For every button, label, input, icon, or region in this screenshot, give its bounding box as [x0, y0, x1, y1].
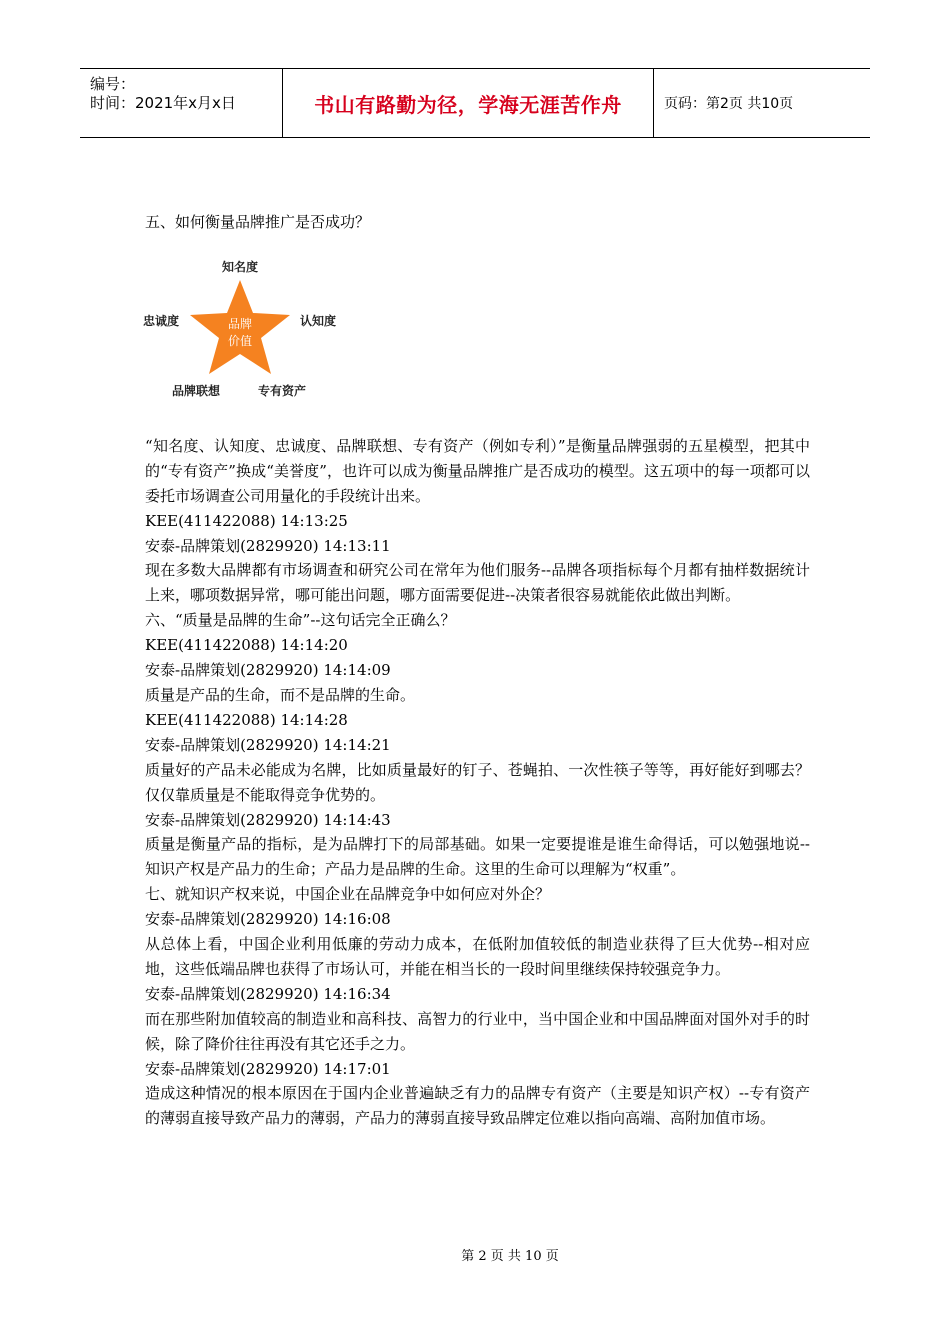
- time-label: 时间：2021年x月x日: [90, 94, 236, 112]
- section-heading-5: 五、如何衡量品牌推广是否成功？: [145, 213, 371, 231]
- label-awareness: 知名度: [222, 260, 259, 274]
- paragraph: 安泰-品牌策划(2829920) 14:14:21: [145, 735, 391, 754]
- page-footer: [0, 1245, 950, 1264]
- center-line-2: 价值: [227, 334, 252, 348]
- number-label: 编号：: [90, 75, 136, 93]
- brand-value-star-figure: [140, 252, 350, 402]
- header-meta: [80, 69, 283, 137]
- paragraph: KEE(411422088) 14:14:28: [145, 710, 348, 729]
- page-header: [80, 68, 870, 138]
- paragraph: 七、就知识产权来说，中国企业在品牌竞争中如何应对外企？: [145, 885, 551, 904]
- paragraph: 质量好的产品未必能成为名牌，比如质量最好的钉子、苍蝇拍、一次性筷子等等，再好能好到哪去？仅仅靠质量是不能取得竞争优势的。: [145, 760, 810, 804]
- label-brand-association: 品牌联想: [172, 384, 221, 398]
- header-page-code: [654, 69, 870, 137]
- paragraph: 安泰-品牌策划(2829920) 14:13:11: [145, 536, 391, 555]
- header-motto: [283, 69, 654, 137]
- paragraph: 质量是衡量产品的指标，是为品牌打下的局部基础。如果一定要提谁是谁生命得话，可以勉强地说--知识产权是产品力的生命；产品力是品牌的生命。这里的生命可以理解为“权重”。: [145, 835, 810, 879]
- paragraph: “知名度、认知度、忠诚度、品牌联想、专有资产（例如专利）”是衡量品牌强弱的五星模型，把其中的“专有资产”换成“美誉度”，也许可以成为衡量品牌推广是否成功的模型。这五项中的每一项都可以委托市场调查公司用量化的手段统计出来。: [145, 436, 810, 505]
- star-center-text: [218, 316, 262, 350]
- paragraph: 质量是产品的生命，而不是品牌的生命。: [145, 685, 416, 704]
- page-code-text: 页码：第2页 共10页: [664, 96, 794, 112]
- paragraph: 六、“质量是品牌的生命”--这句话完全正确么？: [145, 611, 456, 630]
- label-recognition: 认知度: [300, 314, 337, 328]
- center-line-1: 品牌: [227, 317, 252, 331]
- paragraph: KEE(411422088) 14:14:20: [145, 636, 348, 655]
- paragraph: 而在那些附加值较高的制造业和高科技、高智力的行业中，当中国企业和中国品牌面对国外对手的时候，除了降价往往再没有其它还手之力。: [145, 1009, 810, 1053]
- footer-page-number: 第 2 页 共 10 页: [461, 1249, 559, 1264]
- paragraph: 现在多数大品牌都有市场调查和研究公司在常年为他们服务--品牌各项指标每个月都有抽样数据统计上来，哪项数据异常，哪可能出问题，哪方面需要促进--决策者很容易就能依此做出判断。: [145, 561, 810, 605]
- paragraph: 造成这种情况的根本原因在于国内企业普遍缺乏有力的品牌专有资产（主要是知识产权）--专有资产的薄弱直接导致产品力的薄弱，产品力的薄弱直接导致品牌定位难以指向高端、高附加值市场。: [145, 1084, 810, 1128]
- paragraph: 安泰-品牌策划(2829920) 14:14:43: [145, 810, 391, 829]
- motto-text: 书山有路勤为径，学海无涯苦作舟: [314, 92, 622, 117]
- paragraph: 安泰-品牌策划(2829920) 14:16:34: [145, 984, 391, 1003]
- paragraph: 安泰-品牌策划(2829920) 14:14:09: [145, 661, 391, 680]
- paragraph: 从总体上看，中国企业利用低廉的劳动力成本，在低附加值较低的制造业获得了巨大优势--相对应地，这些低端品牌也获得了市场认可，并能在相当长的一段时间里继续保持较强竞争力。: [145, 935, 810, 978]
- paragraph: 安泰-品牌策划(2829920) 14:17:01: [145, 1059, 391, 1078]
- label-loyalty: 忠诚度: [143, 314, 180, 328]
- paragraph: 安泰-品牌策划(2829920) 14:16:08: [145, 910, 391, 929]
- label-proprietary-assets: 专有资产: [258, 384, 307, 398]
- paragraph: KEE(411422088) 14:13:25: [145, 511, 348, 530]
